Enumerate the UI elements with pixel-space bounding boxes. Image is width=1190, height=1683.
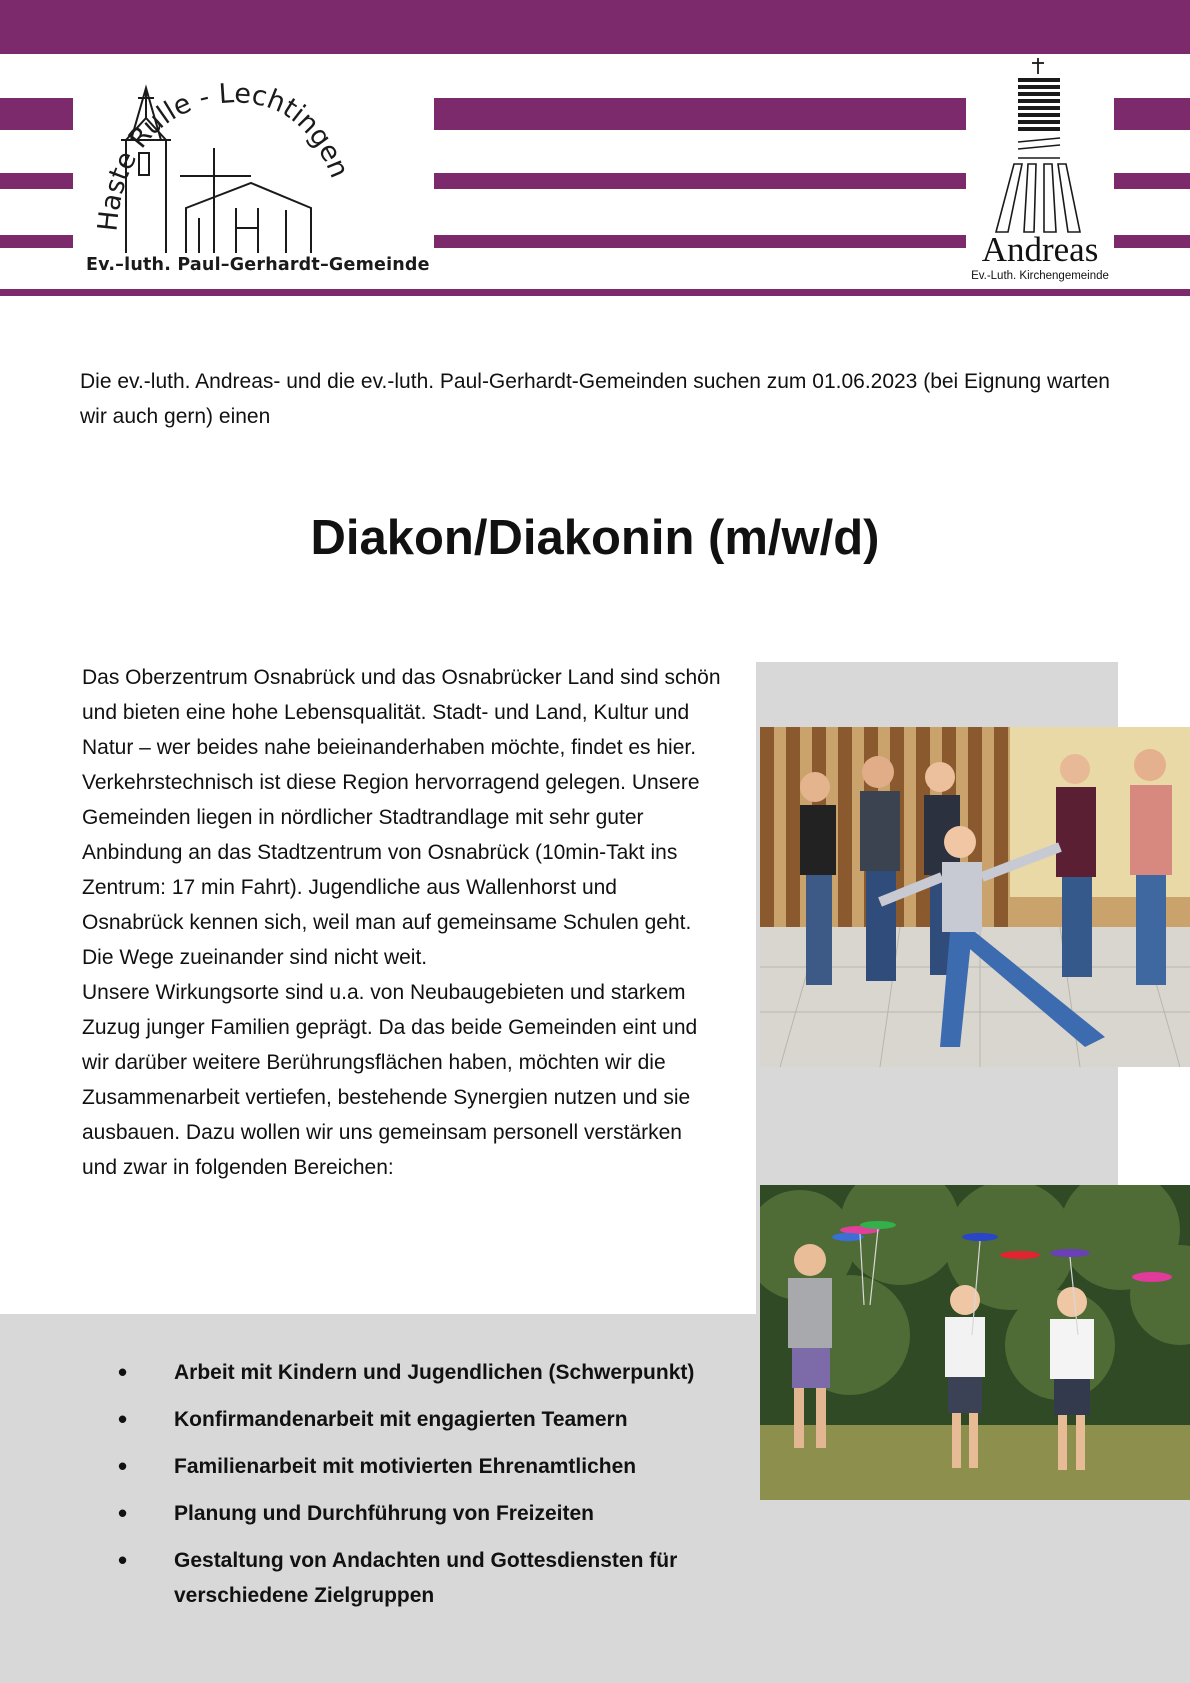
job-title: Diakon/Diakonin (m/w/d) — [310, 511, 880, 565]
list-item: • Familienarbeit mit motivierten Ehrenamtlichen — [108, 1449, 748, 1484]
intro-text: Die ev.-luth. Andreas- und die ev.-luth. Paul-Gerhardt-Gemeinden suchen zum 01.06.2023 (bei Eignung warten wir auch gern) einen — [80, 370, 1110, 428]
church-drawing-icon — [76, 58, 432, 286]
list-item: • Konfirmandenarbeit mit engagierten Teamern — [108, 1402, 748, 1437]
header-stripe — [434, 98, 966, 130]
header-stripe — [0, 173, 73, 189]
andreas-church-icon — [966, 54, 1114, 234]
header-stripe — [1114, 98, 1190, 130]
photo-children-plates — [760, 1185, 1190, 1500]
header-stripe — [0, 98, 73, 130]
paragraph: Das Oberzentrum Osnabrück und das Osnabrücker Land sind schön und bieten eine hohe Lebensqualität. Stadt- und Land, Kultur und Natur – wer beides nahe beieinanderhaben möchte, findet es hier. — [82, 666, 721, 759]
list-item: • Arbeit mit Kindern und Jugendlichen (Schwerpunkt) — [108, 1355, 748, 1390]
header-stripe — [434, 235, 966, 248]
logo-andreas — [966, 54, 1114, 288]
photo-youth-group — [760, 727, 1190, 1067]
header-stripe — [1114, 235, 1190, 248]
task-list — [108, 1355, 748, 1625]
header-bottom-rule — [0, 289, 1190, 296]
header-top-band — [0, 0, 1190, 54]
logo-arc-text: Haste Rulle - Lechtingen — [92, 78, 355, 233]
logo-andreas-subtitle: Ev.-Luth. Kirchengemeinde — [971, 270, 1109, 282]
list-item: • Gestaltung von Andachten und Gottesdiensten für verschiedene Zielgruppen — [108, 1543, 748, 1613]
header-stripe — [0, 235, 73, 248]
logo-paul-gerhardt — [76, 58, 432, 286]
header-stripe — [1114, 173, 1190, 189]
paragraph: Unsere Wirkungsorte sind u.a. von Neubaugebieten und starkem Zuzug junger Familien geprägt. Da das beide Gemeinden eint und wir darüber weitere Berührungsflächen haben, möchten wir die Zusammenarbeit vertiefen, bestehende Synergien nutzen und sie ausbauen. Dazu wollen wir uns gemeinsam personell verstärken und zwar in folgenden Bereichen: — [82, 981, 698, 1179]
logo-left-caption: Ev.–luth. Paul–Gerhardt–Gemeinde — [86, 255, 430, 275]
logo-andreas-name: Andreas — [981, 230, 1099, 269]
list-item: • Planung und Durchführung von Freizeiten — [108, 1496, 748, 1531]
paragraph: Verkehrstechnisch ist diese Region hervorragend gelegen. Unsere Gemeinden liegen in nördlicher Stadtrandlage mit sehr guter Anbindung an das Stadtzentrum von Osnabrück (10min-Takt ins Zentrum: 17 min Fahrt). Jugendliche aus Wallenhorst und Osnabrück kennen sich, weil man auf gemeinsame Schulen geht. Die Wege zueinander sind nicht weit. — [82, 771, 700, 969]
body-text — [82, 660, 722, 1185]
header-stripe — [434, 173, 966, 189]
